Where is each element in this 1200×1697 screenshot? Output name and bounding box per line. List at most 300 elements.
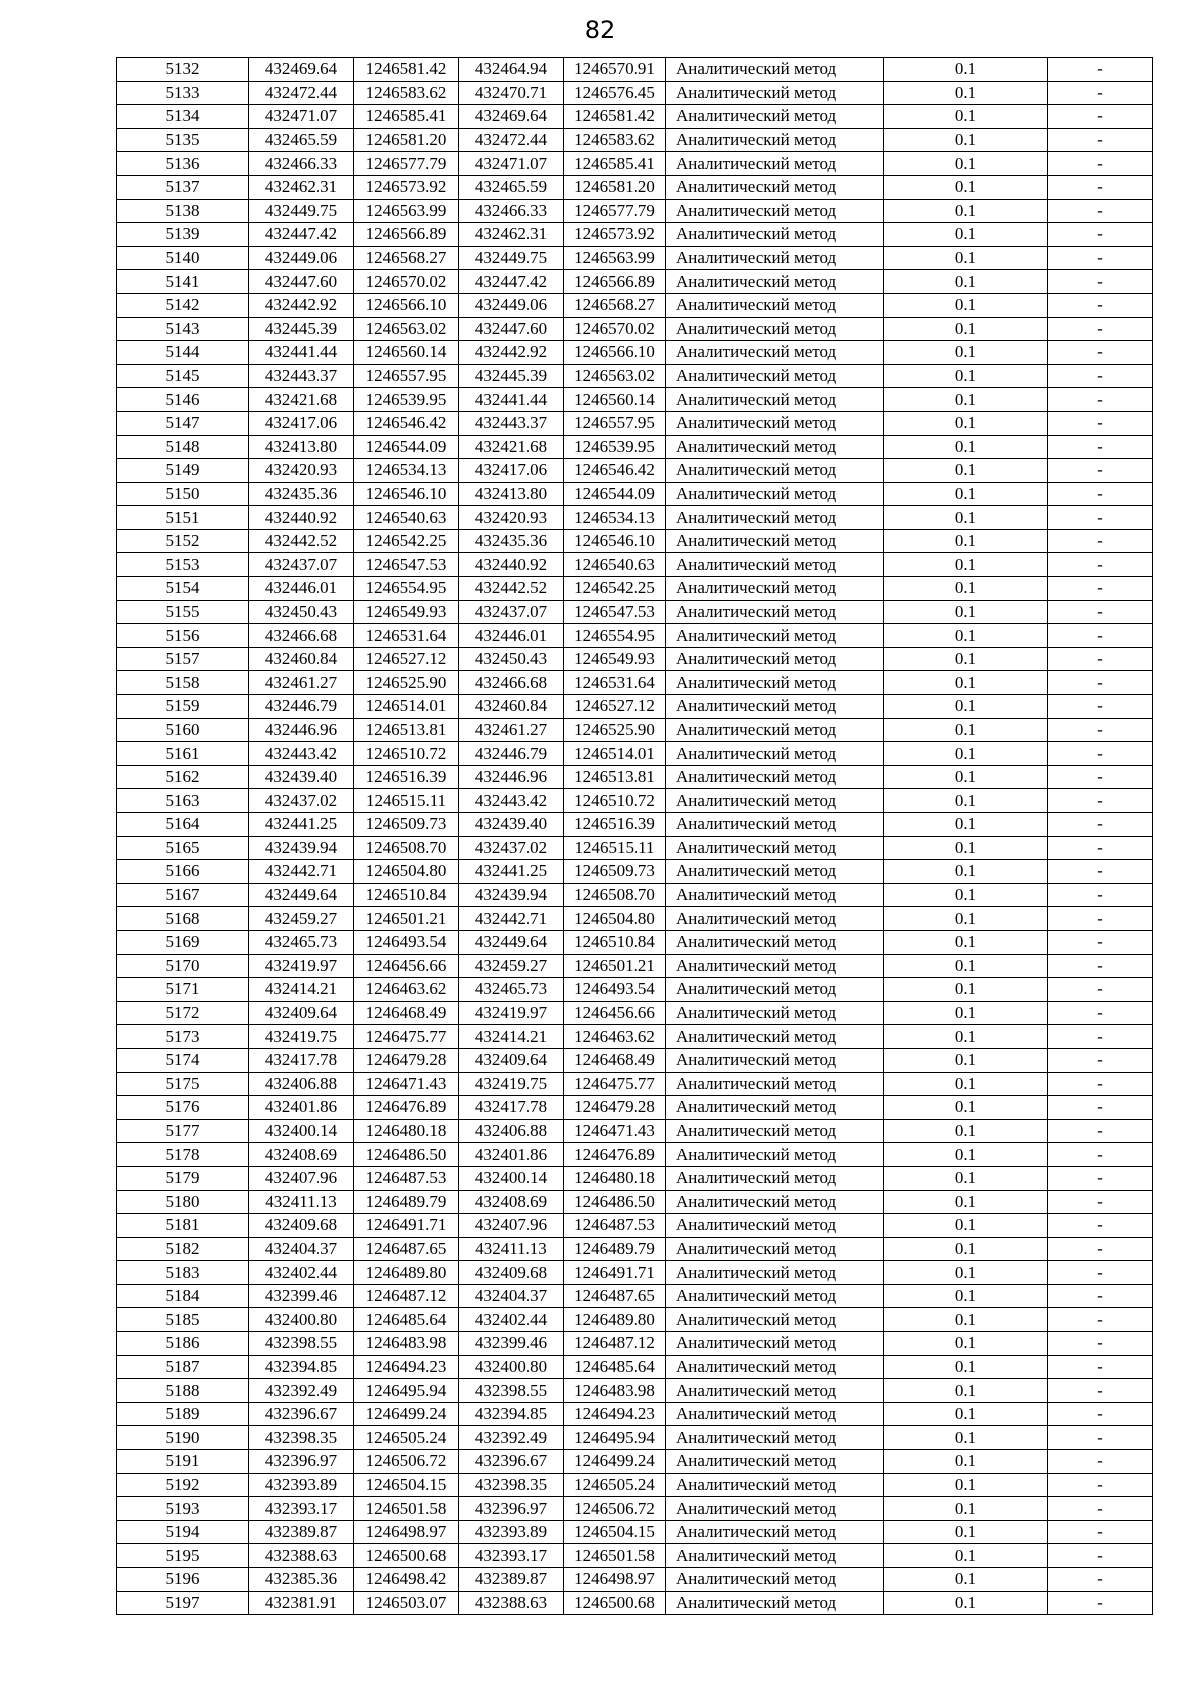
prev-y-coordinate-cell: 1246514.01 — [564, 742, 666, 766]
y-coordinate-cell: 1246514.01 — [354, 695, 459, 719]
note-cell: - — [1048, 1001, 1153, 1025]
prev-y-coordinate-cell: 1246456.66 — [564, 1001, 666, 1025]
method-cell: Аналитический метод — [666, 1520, 884, 1544]
method-cell: Аналитический метод — [666, 1025, 884, 1049]
point-number-cell: 5151 — [117, 506, 249, 530]
method-cell: Аналитический метод — [666, 883, 884, 907]
method-cell: Аналитический метод — [666, 1379, 884, 1403]
prev-y-coordinate-cell: 1246480.18 — [564, 1166, 666, 1190]
y-coordinate-cell: 1246573.92 — [354, 175, 459, 199]
x-coordinate-cell: 432396.67 — [249, 1402, 354, 1426]
x-coordinate-cell: 432449.64 — [249, 883, 354, 907]
table-row — [117, 1025, 1153, 1049]
accuracy-cell: 0.1 — [884, 1072, 1048, 1096]
x-coordinate-cell: 432400.80 — [249, 1308, 354, 1332]
prev-y-coordinate-cell: 1246491.71 — [564, 1261, 666, 1285]
y-coordinate-cell: 1246476.89 — [354, 1096, 459, 1120]
accuracy-cell: 0.1 — [884, 223, 1048, 247]
method-cell: Аналитический метод — [666, 978, 884, 1002]
x-coordinate-cell: 432409.64 — [249, 1001, 354, 1025]
prev-y-coordinate-cell: 1246487.12 — [564, 1332, 666, 1356]
prev-x-coordinate-cell: 432411.13 — [459, 1237, 564, 1261]
x-coordinate-cell: 432399.46 — [249, 1284, 354, 1308]
prev-x-coordinate-cell: 432469.64 — [459, 105, 564, 129]
x-coordinate-cell: 432389.87 — [249, 1520, 354, 1544]
x-coordinate-cell: 432385.36 — [249, 1568, 354, 1592]
x-coordinate-cell: 432462.31 — [249, 175, 354, 199]
point-number-cell: 5194 — [117, 1520, 249, 1544]
prev-y-coordinate-cell: 1246487.53 — [564, 1214, 666, 1238]
x-coordinate-cell: 432392.49 — [249, 1379, 354, 1403]
x-coordinate-cell: 432419.75 — [249, 1025, 354, 1049]
prev-x-coordinate-cell: 432419.97 — [459, 1001, 564, 1025]
method-cell: Аналитический метод — [666, 813, 884, 837]
accuracy-cell: 0.1 — [884, 506, 1048, 530]
accuracy-cell: 0.1 — [884, 553, 1048, 577]
accuracy-cell: 0.1 — [884, 529, 1048, 553]
note-cell: - — [1048, 1332, 1153, 1356]
point-number-cell: 5150 — [117, 482, 249, 506]
table-row — [117, 293, 1153, 317]
note-cell: - — [1048, 223, 1153, 247]
method-cell: Аналитический метод — [666, 624, 884, 648]
note-cell: - — [1048, 1025, 1153, 1049]
note-cell: - — [1048, 1497, 1153, 1521]
prev-x-coordinate-cell: 432389.87 — [459, 1568, 564, 1592]
x-coordinate-cell: 432460.84 — [249, 647, 354, 671]
x-coordinate-cell: 432401.86 — [249, 1096, 354, 1120]
note-cell: - — [1048, 58, 1153, 82]
note-cell: - — [1048, 577, 1153, 601]
prev-y-coordinate-cell: 1246544.09 — [564, 482, 666, 506]
point-number-cell: 5197 — [117, 1591, 249, 1615]
table-row — [117, 1001, 1153, 1025]
point-number-cell: 5133 — [117, 81, 249, 105]
prev-y-coordinate-cell: 1246493.54 — [564, 978, 666, 1002]
x-coordinate-cell: 432419.97 — [249, 954, 354, 978]
y-coordinate-cell: 1246509.73 — [354, 813, 459, 837]
table-row — [117, 1284, 1153, 1308]
note-cell: - — [1048, 1166, 1153, 1190]
table-row — [117, 577, 1153, 601]
method-cell: Аналитический метод — [666, 1072, 884, 1096]
prev-y-coordinate-cell: 1246508.70 — [564, 883, 666, 907]
accuracy-cell: 0.1 — [884, 1308, 1048, 1332]
point-number-cell: 5195 — [117, 1544, 249, 1568]
y-coordinate-cell: 1246500.68 — [354, 1544, 459, 1568]
y-coordinate-cell: 1246549.93 — [354, 600, 459, 624]
prev-x-coordinate-cell: 432419.75 — [459, 1072, 564, 1096]
method-cell: Аналитический метод — [666, 506, 884, 530]
x-coordinate-cell: 432472.44 — [249, 81, 354, 105]
prev-x-coordinate-cell: 432460.84 — [459, 695, 564, 719]
page-number: 82 — [584, 16, 616, 44]
prev-y-coordinate-cell: 1246499.24 — [564, 1450, 666, 1474]
table-row — [117, 1520, 1153, 1544]
point-number-cell: 5193 — [117, 1497, 249, 1521]
prev-y-coordinate-cell: 1246540.63 — [564, 553, 666, 577]
prev-x-coordinate-cell: 432406.88 — [459, 1119, 564, 1143]
prev-x-coordinate-cell: 432443.37 — [459, 411, 564, 435]
method-cell: Аналитический метод — [666, 789, 884, 813]
x-coordinate-cell: 432435.36 — [249, 482, 354, 506]
x-coordinate-cell: 432447.60 — [249, 270, 354, 294]
point-number-cell: 5146 — [117, 388, 249, 412]
note-cell: - — [1048, 199, 1153, 223]
method-cell: Аналитический метод — [666, 152, 884, 176]
prev-y-coordinate-cell: 1246483.98 — [564, 1379, 666, 1403]
table-row — [117, 81, 1153, 105]
method-cell: Аналитический метод — [666, 529, 884, 553]
note-cell: - — [1048, 270, 1153, 294]
y-coordinate-cell: 1246546.10 — [354, 482, 459, 506]
note-cell: - — [1048, 1119, 1153, 1143]
accuracy-cell: 0.1 — [884, 718, 1048, 742]
table-row — [117, 930, 1153, 954]
method-cell: Аналитический метод — [666, 860, 884, 884]
prev-y-coordinate-cell: 1246581.42 — [564, 105, 666, 129]
point-number-cell: 5157 — [117, 647, 249, 671]
y-coordinate-cell: 1246581.20 — [354, 128, 459, 152]
accuracy-cell: 0.1 — [884, 341, 1048, 365]
x-coordinate-cell: 432459.27 — [249, 907, 354, 931]
prev-x-coordinate-cell: 432414.21 — [459, 1025, 564, 1049]
y-coordinate-cell: 1246510.72 — [354, 742, 459, 766]
accuracy-cell: 0.1 — [884, 317, 1048, 341]
table-row — [117, 152, 1153, 176]
x-coordinate-cell: 432393.17 — [249, 1497, 354, 1521]
table-row — [117, 1568, 1153, 1592]
accuracy-cell: 0.1 — [884, 459, 1048, 483]
accuracy-cell: 0.1 — [884, 1520, 1048, 1544]
prev-x-coordinate-cell: 432420.93 — [459, 506, 564, 530]
table-row — [117, 1072, 1153, 1096]
y-coordinate-cell: 1246515.11 — [354, 789, 459, 813]
accuracy-cell: 0.1 — [884, 199, 1048, 223]
table-row — [117, 317, 1153, 341]
table-row — [117, 411, 1153, 435]
prev-y-coordinate-cell: 1246501.21 — [564, 954, 666, 978]
point-number-cell: 5143 — [117, 317, 249, 341]
note-cell: - — [1048, 647, 1153, 671]
table-row — [117, 954, 1153, 978]
x-coordinate-cell: 432446.79 — [249, 695, 354, 719]
note-cell: - — [1048, 459, 1153, 483]
table-row — [117, 223, 1153, 247]
prev-x-coordinate-cell: 432450.43 — [459, 647, 564, 671]
point-number-cell: 5145 — [117, 364, 249, 388]
prev-y-coordinate-cell: 1246563.99 — [564, 246, 666, 270]
prev-y-coordinate-cell: 1246463.62 — [564, 1025, 666, 1049]
prev-x-coordinate-cell: 432408.69 — [459, 1190, 564, 1214]
accuracy-cell: 0.1 — [884, 1048, 1048, 1072]
prev-x-coordinate-cell: 432392.49 — [459, 1426, 564, 1450]
x-coordinate-cell: 432469.64 — [249, 58, 354, 82]
method-cell: Аналитический метод — [666, 58, 884, 82]
table-row — [117, 718, 1153, 742]
x-coordinate-cell: 432421.68 — [249, 388, 354, 412]
accuracy-cell: 0.1 — [884, 883, 1048, 907]
table-row — [117, 1237, 1153, 1261]
y-coordinate-cell: 1246486.50 — [354, 1143, 459, 1167]
method-cell: Аналитический метод — [666, 930, 884, 954]
x-coordinate-cell: 432442.52 — [249, 529, 354, 553]
accuracy-cell: 0.1 — [884, 411, 1048, 435]
method-cell: Аналитический метод — [666, 1166, 884, 1190]
x-coordinate-cell: 432449.75 — [249, 199, 354, 223]
accuracy-cell: 0.1 — [884, 671, 1048, 695]
method-cell: Аналитический метод — [666, 647, 884, 671]
x-coordinate-cell: 432439.94 — [249, 836, 354, 860]
note-cell: - — [1048, 1402, 1153, 1426]
prev-y-coordinate-cell: 1246557.95 — [564, 411, 666, 435]
method-cell: Аналитический метод — [666, 1473, 884, 1497]
accuracy-cell: 0.1 — [884, 1426, 1048, 1450]
prev-y-coordinate-cell: 1246486.50 — [564, 1190, 666, 1214]
y-coordinate-cell: 1246501.58 — [354, 1497, 459, 1521]
y-coordinate-cell: 1246501.21 — [354, 907, 459, 931]
prev-y-coordinate-cell: 1246489.80 — [564, 1308, 666, 1332]
accuracy-cell: 0.1 — [884, 1544, 1048, 1568]
prev-y-coordinate-cell: 1246476.89 — [564, 1143, 666, 1167]
method-cell: Аналитический метод — [666, 1261, 884, 1285]
y-coordinate-cell: 1246527.12 — [354, 647, 459, 671]
y-coordinate-cell: 1246495.94 — [354, 1379, 459, 1403]
point-number-cell: 5139 — [117, 223, 249, 247]
prev-x-coordinate-cell: 432417.06 — [459, 459, 564, 483]
prev-y-coordinate-cell: 1246506.72 — [564, 1497, 666, 1521]
method-cell: Аналитический метод — [666, 742, 884, 766]
point-number-cell: 5155 — [117, 600, 249, 624]
point-number-cell: 5176 — [117, 1096, 249, 1120]
table-row — [117, 765, 1153, 789]
x-coordinate-cell: 432449.06 — [249, 246, 354, 270]
prev-x-coordinate-cell: 432439.40 — [459, 813, 564, 837]
point-number-cell: 5166 — [117, 860, 249, 884]
accuracy-cell: 0.1 — [884, 364, 1048, 388]
method-cell: Аналитический метод — [666, 1119, 884, 1143]
y-coordinate-cell: 1246563.02 — [354, 317, 459, 341]
prev-y-coordinate-cell: 1246505.24 — [564, 1473, 666, 1497]
method-cell: Аналитический метод — [666, 1544, 884, 1568]
x-coordinate-cell: 432439.40 — [249, 765, 354, 789]
table-row — [117, 1119, 1153, 1143]
prev-x-coordinate-cell: 432402.44 — [459, 1308, 564, 1332]
accuracy-cell: 0.1 — [884, 270, 1048, 294]
method-cell: Аналитический метод — [666, 1591, 884, 1615]
x-coordinate-cell: 432466.68 — [249, 624, 354, 648]
prev-y-coordinate-cell: 1246516.39 — [564, 813, 666, 837]
x-coordinate-cell: 432409.68 — [249, 1214, 354, 1238]
prev-x-coordinate-cell: 432443.42 — [459, 789, 564, 813]
table-row — [117, 105, 1153, 129]
method-cell: Аналитический метод — [666, 1568, 884, 1592]
method-cell: Аналитический метод — [666, 1284, 884, 1308]
point-number-cell: 5132 — [117, 58, 249, 82]
accuracy-cell: 0.1 — [884, 482, 1048, 506]
method-cell: Аналитический метод — [666, 1450, 884, 1474]
accuracy-cell: 0.1 — [884, 1473, 1048, 1497]
accuracy-cell: 0.1 — [884, 1214, 1048, 1238]
y-coordinate-cell: 1246570.02 — [354, 270, 459, 294]
note-cell: - — [1048, 600, 1153, 624]
prev-y-coordinate-cell: 1246510.84 — [564, 930, 666, 954]
prev-x-coordinate-cell: 432446.79 — [459, 742, 564, 766]
prev-y-coordinate-cell: 1246547.53 — [564, 600, 666, 624]
y-coordinate-cell: 1246540.63 — [354, 506, 459, 530]
x-coordinate-cell: 432398.35 — [249, 1426, 354, 1450]
y-coordinate-cell: 1246498.97 — [354, 1520, 459, 1544]
point-number-cell: 5190 — [117, 1426, 249, 1450]
prev-y-coordinate-cell: 1246570.91 — [564, 58, 666, 82]
method-cell: Аналитический метод — [666, 459, 884, 483]
table-row — [117, 1450, 1153, 1474]
y-coordinate-cell: 1246583.62 — [354, 81, 459, 105]
note-cell: - — [1048, 1190, 1153, 1214]
note-cell: - — [1048, 1426, 1153, 1450]
note-cell: - — [1048, 695, 1153, 719]
method-cell: Аналитический метод — [666, 1237, 884, 1261]
note-cell: - — [1048, 506, 1153, 530]
y-coordinate-cell: 1246480.18 — [354, 1119, 459, 1143]
note-cell: - — [1048, 742, 1153, 766]
method-cell: Аналитический метод — [666, 695, 884, 719]
y-coordinate-cell: 1246456.66 — [354, 954, 459, 978]
point-number-cell: 5147 — [117, 411, 249, 435]
x-coordinate-cell: 432396.97 — [249, 1450, 354, 1474]
prev-x-coordinate-cell: 432437.07 — [459, 600, 564, 624]
prev-y-coordinate-cell: 1246468.49 — [564, 1048, 666, 1072]
y-coordinate-cell: 1246498.42 — [354, 1568, 459, 1592]
y-coordinate-cell: 1246560.14 — [354, 341, 459, 365]
accuracy-cell: 0.1 — [884, 435, 1048, 459]
point-number-cell: 5174 — [117, 1048, 249, 1072]
table-row — [117, 671, 1153, 695]
x-coordinate-cell: 432461.27 — [249, 671, 354, 695]
prev-x-coordinate-cell: 432441.25 — [459, 860, 564, 884]
point-number-cell: 5144 — [117, 341, 249, 365]
prev-x-coordinate-cell: 432449.75 — [459, 246, 564, 270]
y-coordinate-cell: 1246566.10 — [354, 293, 459, 317]
table-row — [117, 175, 1153, 199]
y-coordinate-cell: 1246525.90 — [354, 671, 459, 695]
y-coordinate-cell: 1246581.42 — [354, 58, 459, 82]
y-coordinate-cell: 1246585.41 — [354, 105, 459, 129]
x-coordinate-cell: 432446.96 — [249, 718, 354, 742]
prev-y-coordinate-cell: 1246573.92 — [564, 223, 666, 247]
note-cell: - — [1048, 152, 1153, 176]
note-cell: - — [1048, 128, 1153, 152]
prev-x-coordinate-cell: 432407.96 — [459, 1214, 564, 1238]
y-coordinate-cell: 1246491.71 — [354, 1214, 459, 1238]
prev-x-coordinate-cell: 432462.31 — [459, 223, 564, 247]
accuracy-cell: 0.1 — [884, 1025, 1048, 1049]
prev-x-coordinate-cell: 432393.17 — [459, 1544, 564, 1568]
note-cell: - — [1048, 1214, 1153, 1238]
note-cell: - — [1048, 1473, 1153, 1497]
accuracy-cell: 0.1 — [884, 1166, 1048, 1190]
method-cell: Аналитический метод — [666, 1426, 884, 1450]
prev-y-coordinate-cell: 1246539.95 — [564, 435, 666, 459]
point-number-cell: 5189 — [117, 1402, 249, 1426]
x-coordinate-cell: 432471.07 — [249, 105, 354, 129]
prev-x-coordinate-cell: 432396.67 — [459, 1450, 564, 1474]
method-cell: Аналитический метод — [666, 718, 884, 742]
y-coordinate-cell: 1246475.77 — [354, 1025, 459, 1049]
prev-y-coordinate-cell: 1246525.90 — [564, 718, 666, 742]
table-row — [117, 789, 1153, 813]
prev-x-coordinate-cell: 432409.68 — [459, 1261, 564, 1285]
accuracy-cell: 0.1 — [884, 836, 1048, 860]
prev-x-coordinate-cell: 432472.44 — [459, 128, 564, 152]
point-number-cell: 5167 — [117, 883, 249, 907]
table-row — [117, 1426, 1153, 1450]
accuracy-cell: 0.1 — [884, 293, 1048, 317]
table-row — [117, 1379, 1153, 1403]
prev-y-coordinate-cell: 1246500.68 — [564, 1591, 666, 1615]
point-number-cell: 5153 — [117, 553, 249, 577]
point-number-cell: 5161 — [117, 742, 249, 766]
table-row — [117, 836, 1153, 860]
point-number-cell: 5159 — [117, 695, 249, 719]
y-coordinate-cell: 1246504.80 — [354, 860, 459, 884]
prev-x-coordinate-cell: 432388.63 — [459, 1591, 564, 1615]
prev-y-coordinate-cell: 1246542.25 — [564, 577, 666, 601]
accuracy-cell: 0.1 — [884, 1379, 1048, 1403]
point-number-cell: 5178 — [117, 1143, 249, 1167]
method-cell: Аналитический метод — [666, 1214, 884, 1238]
x-coordinate-cell: 432402.44 — [249, 1261, 354, 1285]
y-coordinate-cell: 1246468.49 — [354, 1001, 459, 1025]
prev-y-coordinate-cell: 1246504.80 — [564, 907, 666, 931]
accuracy-cell: 0.1 — [884, 1096, 1048, 1120]
x-coordinate-cell: 432441.44 — [249, 341, 354, 365]
accuracy-cell: 0.1 — [884, 789, 1048, 813]
note-cell: - — [1048, 930, 1153, 954]
point-number-cell: 5177 — [117, 1119, 249, 1143]
table-row — [117, 1190, 1153, 1214]
point-number-cell: 5142 — [117, 293, 249, 317]
table-row — [117, 600, 1153, 624]
x-coordinate-cell: 432406.88 — [249, 1072, 354, 1096]
accuracy-cell: 0.1 — [884, 695, 1048, 719]
y-coordinate-cell: 1246510.84 — [354, 883, 459, 907]
method-cell: Аналитический метод — [666, 223, 884, 247]
y-coordinate-cell: 1246493.54 — [354, 930, 459, 954]
prev-x-coordinate-cell: 432413.80 — [459, 482, 564, 506]
method-cell: Аналитический метод — [666, 1048, 884, 1072]
accuracy-cell: 0.1 — [884, 1261, 1048, 1285]
prev-y-coordinate-cell: 1246479.28 — [564, 1096, 666, 1120]
x-coordinate-cell: 432437.02 — [249, 789, 354, 813]
note-cell: - — [1048, 1143, 1153, 1167]
prev-x-coordinate-cell: 432404.37 — [459, 1284, 564, 1308]
note-cell: - — [1048, 1048, 1153, 1072]
point-number-cell: 5179 — [117, 1166, 249, 1190]
method-cell: Аналитический метод — [666, 317, 884, 341]
prev-x-coordinate-cell: 432470.71 — [459, 81, 564, 105]
prev-x-coordinate-cell: 432400.14 — [459, 1166, 564, 1190]
table-row — [117, 907, 1153, 931]
table-row — [117, 58, 1153, 82]
note-cell: - — [1048, 1520, 1153, 1544]
accuracy-cell: 0.1 — [884, 81, 1048, 105]
prev-x-coordinate-cell: 432398.35 — [459, 1473, 564, 1497]
prev-x-coordinate-cell: 432437.02 — [459, 836, 564, 860]
point-number-cell: 5168 — [117, 907, 249, 931]
table-row — [117, 1591, 1153, 1615]
table-row — [117, 270, 1153, 294]
